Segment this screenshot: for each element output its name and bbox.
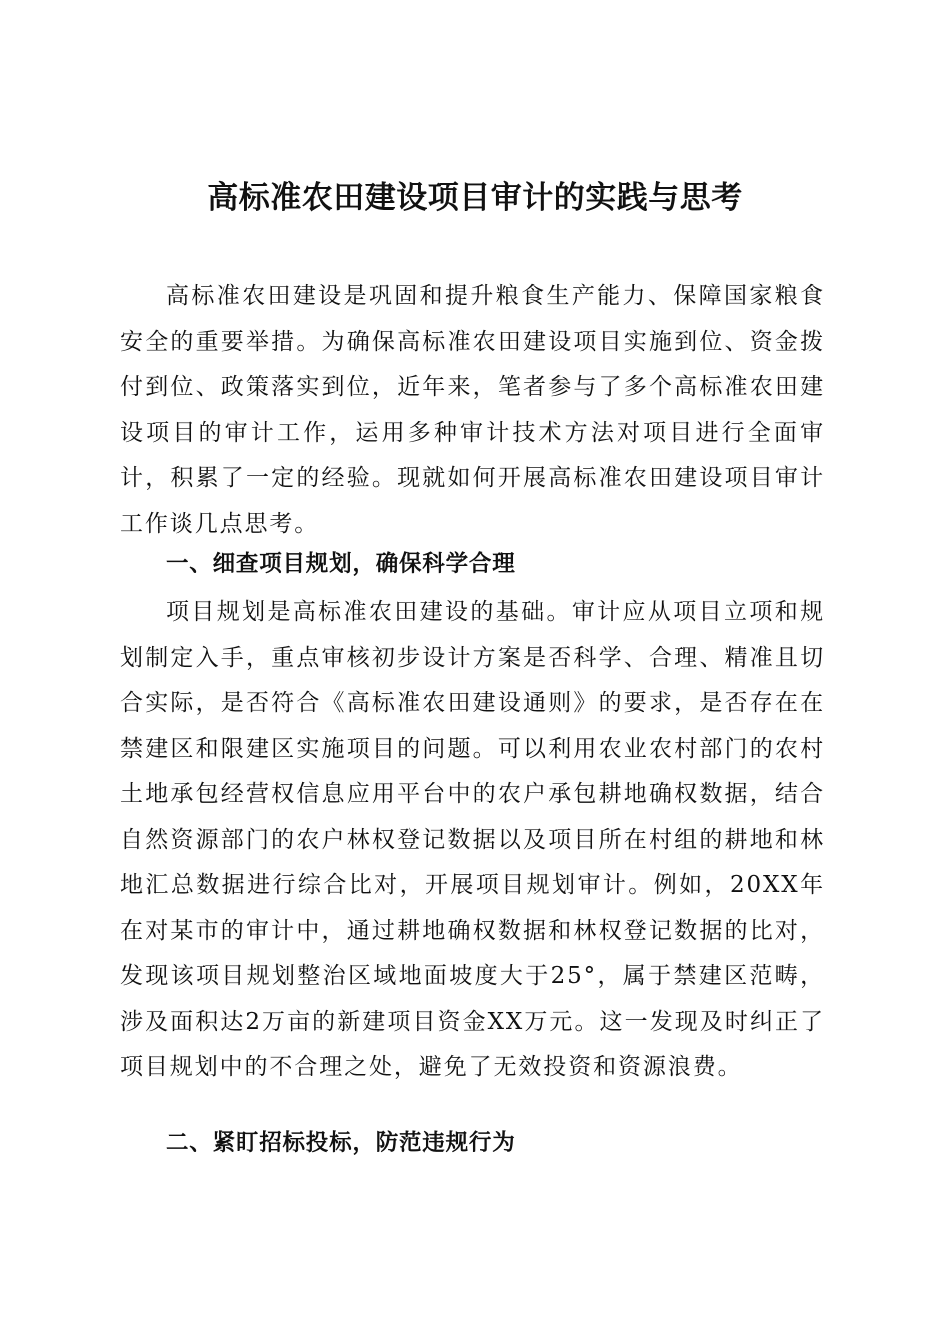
section-1-heading: 一、细查项目规划，确保科学合理 (166, 551, 516, 577)
document-title: 高标准农田建设项目审计的实践与思考 (207, 180, 743, 216)
section-2-heading: 二、紧盯招标投标，防范违规行为 (166, 1130, 516, 1156)
section-1-paragraph: 项目规划是高标准农田建设的基础。审计应从项目立项和规划制定入手，重点审核初步设计方案是否科学、合理、精准且切合实际，是否符合《高标准农田建设通则》的要求，是否存在在禁建区和限建区实施项目的问题。可以利用农业农村部门的农村土地承包经营权信息应用平台中的农户承包耕地确权数据，结合自然资源部门的农户林权登记数据以及项目所在村组的耕地和林地汇总数据进行综合比对，开展项目规划审计。例如，20XX年在对某市的审计中，通过耕地确权数据和林权登记数据的比对，发现该项目规划整治区域地面坡度大于25°，属于禁建区范畴，涉及面积达2万亩的新建项目资金XX万元。这一发现及时纠正了项目规划中的不合理之处，避免了无效投资和资源浪费。 (120, 599, 825, 1080)
intro-paragraph: 高标准农田建设是巩固和提升粮食生产能力、保障国家粮食安全的重要举措。为确保高标准农田建设项目实施到位、资金拨付到位、政策落实到位，近年来，笔者参与了多个高标准农田建设项目的审计工作，运用多种审计技术方法对项目进行全面审计，积累了一定的经验。现就如何开展高标准农田建设项目审计工作谈几点思考。 (120, 283, 825, 537)
